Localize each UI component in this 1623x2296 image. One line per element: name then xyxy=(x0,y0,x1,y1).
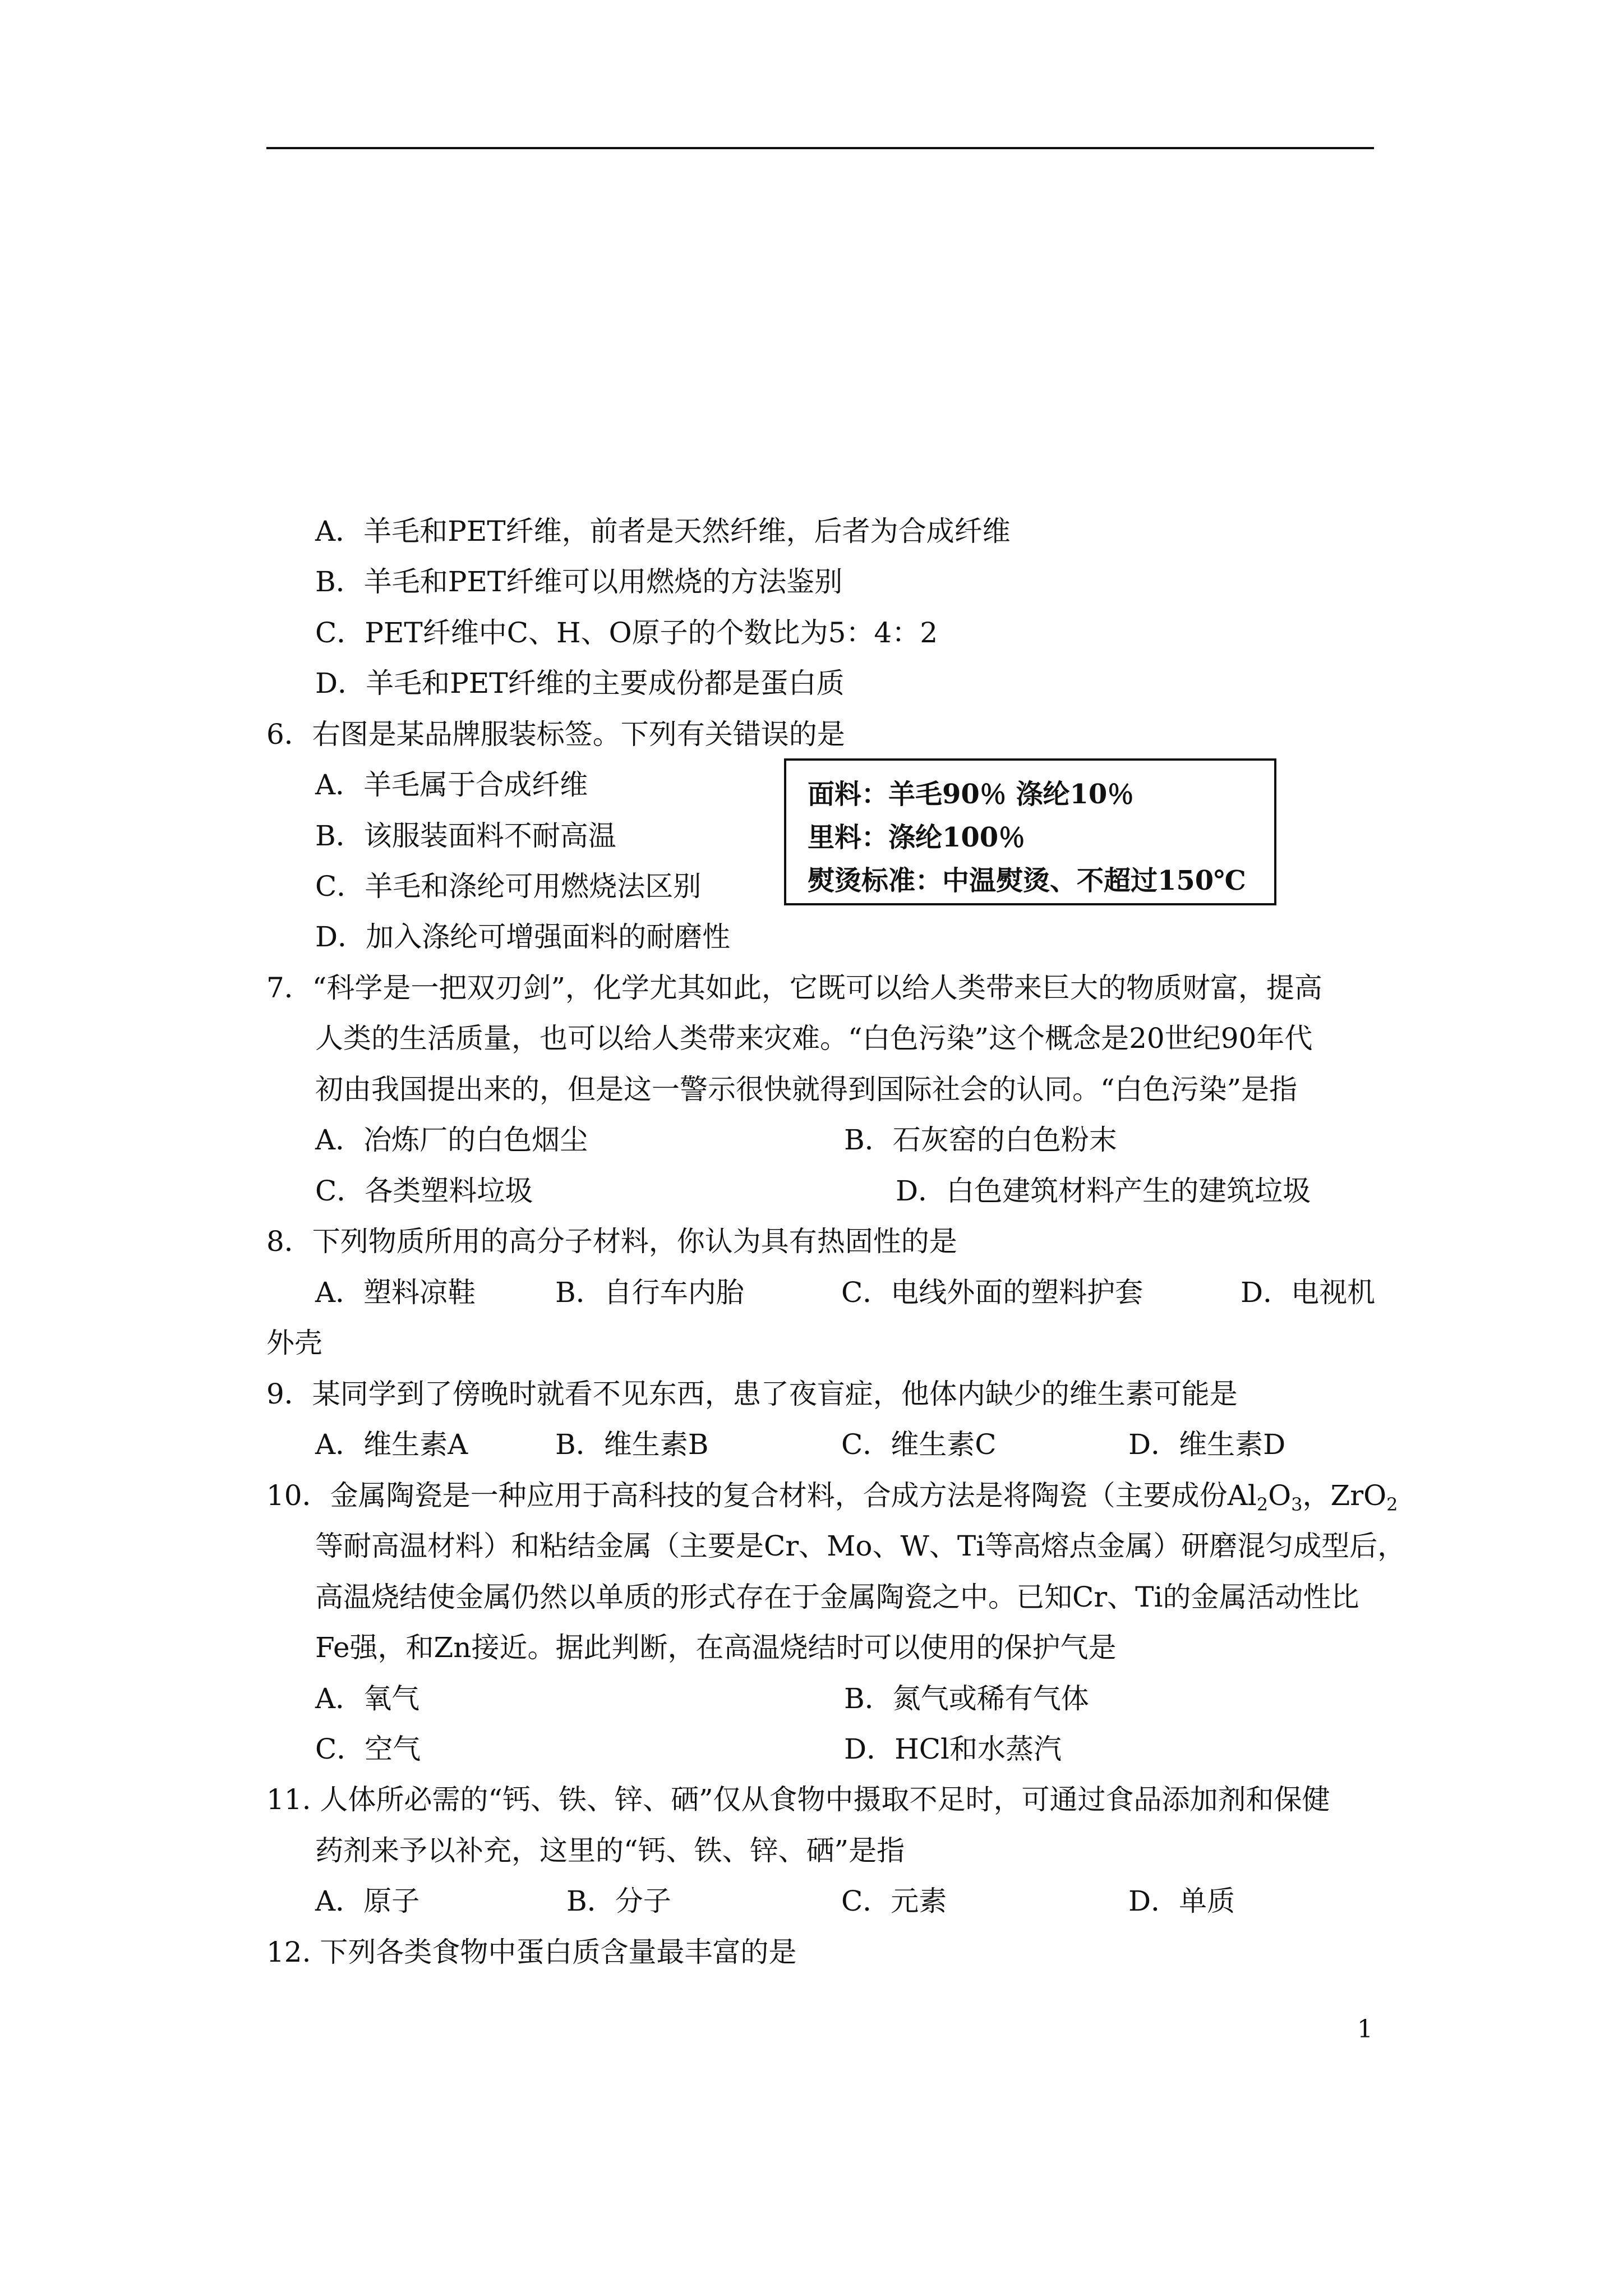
q7-option-a: A．冶炼厂的白色烟尘 xyxy=(315,1124,588,1156)
q10-stem-text-b: ，ZrO xyxy=(1302,1479,1387,1512)
q10-option-d: D．HCl和水蒸汽 xyxy=(844,1733,1062,1765)
q9-stem: 9．某同学到了傍晚时就看不见东西，患了夜盲症，他体内缺少的维生素可能是 xyxy=(266,1378,1238,1410)
q7-stem-line-3: 初由我国提出来的，但是这一警示很快就得到国际社会的认同。“白色污染”是指 xyxy=(315,1073,1298,1106)
q6-option-d: D．加入涤纶可增强面料的耐磨性 xyxy=(315,921,731,953)
clothing-label-box xyxy=(784,758,1276,905)
q9-option-b: B．维生素B xyxy=(555,1428,709,1461)
q11-option-d: D．单质 xyxy=(1128,1885,1235,1917)
q7-stem-line-2: 人类的生活质量，也可以给人类带来灾难。“白色污染”这个概念是20世纪90年代 xyxy=(315,1022,1313,1055)
q5-option-d: D．羊毛和PET纤维的主要成份都是蛋白质 xyxy=(315,667,845,700)
label-fabric: 面料：羊毛90％ 涤纶10％ xyxy=(808,779,1135,810)
q9-option-c: C．维生素C xyxy=(841,1428,997,1461)
q6-option-a: A．羊毛属于合成纤维 xyxy=(315,769,588,801)
header-rule xyxy=(266,147,1374,149)
q10-stem-line-1 xyxy=(266,1479,1398,1521)
q10-subscript-2b: 2 xyxy=(1386,1494,1398,1515)
q9-option-d: D．维生素D xyxy=(1128,1428,1286,1461)
q10-option-a: A．氧气 xyxy=(315,1682,420,1715)
q9-option-a: A．维生素A xyxy=(315,1428,468,1461)
q10-stem-line-4: Fe强，和Zn接近。据此判断，在高温烧结时可以使用的保护气是 xyxy=(315,1631,1117,1664)
q8-option-b: B．自行车内胎 xyxy=(555,1276,744,1309)
q10-oxygen-symbol: O xyxy=(1268,1479,1292,1512)
label-ironing: 熨烫标准：中温熨烫、不超过150℃ xyxy=(808,865,1246,896)
q5-option-b: B．羊毛和PET纤维可以用燃烧的方法鉴别 xyxy=(315,565,843,598)
q10-subscript-3: 3 xyxy=(1291,1494,1303,1515)
q11-option-c: C．元素 xyxy=(841,1885,947,1917)
q10-stem-line-2: 等耐高温材料）和粘结金属（主要是Cr、Mo、W、Ti等高熔点金属）研磨混匀成型后， xyxy=(315,1530,1406,1562)
q11-stem-line-1: 11. 人体所必需的“钙、铁、锌、硒”仅从食物中摄取不足时，可通过食品添加剂和保健 xyxy=(266,1783,1330,1816)
q8-option-d: D．电视机 xyxy=(1241,1276,1376,1309)
q7-option-b: B．石灰窑的白色粉末 xyxy=(844,1124,1117,1156)
q10-stem-text-a: 10．金属陶瓷是一种应用于高科技的复合材料，合成方法是将陶瓷（主要成份Al xyxy=(266,1479,1257,1512)
q5-option-a: A．羊毛和PET纤维，前者是天然纤维，后者为合成纤维 xyxy=(315,515,1011,547)
q10-stem-line-3: 高温烧结使金属仍然以单质的形式存在于金属陶瓷之中。已知Cr、Ti的金属活动性比 xyxy=(315,1581,1359,1613)
q6-stem: 6．右图是某品牌服装标签。下列有关错误的是 xyxy=(266,718,845,751)
q6-option-c: C．羊毛和涤纶可用燃烧法区别 xyxy=(315,870,702,903)
q6-option-b: B．该服装面料不耐高温 xyxy=(315,820,616,852)
q10-option-c: C．空气 xyxy=(315,1733,421,1765)
q7-option-d: D．白色建筑材料产生的建筑垃圾 xyxy=(896,1175,1311,1207)
label-lining: 里料：涤纶100％ xyxy=(808,822,1026,853)
q11-option-b: B．分子 xyxy=(566,1885,671,1917)
page-number: 1 xyxy=(1357,2015,1373,2044)
q11-option-a: A．原子 xyxy=(315,1885,420,1917)
q7-stem-line-1: 7．“科学是一把双刃剑”，化学尤其如此，它既可以给人类带来巨大的物质财富，提高 xyxy=(266,972,1322,1004)
q11-stem-line-2: 药剂来予以补充，这里的“钙、铁、锌、硒”是指 xyxy=(315,1834,905,1867)
q8-option-d-continued: 外壳 xyxy=(266,1327,322,1359)
q5-option-c: C．PET纤维中C、H、O原子的个数比为5：4：2 xyxy=(315,616,938,649)
q10-subscript-2a: 2 xyxy=(1256,1494,1269,1515)
q12-stem: 12. 下列各类食物中蛋白质含量最丰富的是 xyxy=(266,1936,797,1968)
q8-option-a: A．塑料凉鞋 xyxy=(315,1276,476,1309)
q8-stem: 8．下列物质所用的高分子材料，你认为具有热固性的是 xyxy=(266,1225,957,1258)
q7-option-c: C．各类塑料垃圾 xyxy=(315,1175,533,1207)
q10-option-b: B．氮气或稀有气体 xyxy=(844,1682,1089,1715)
q8-option-c: C．电线外面的塑料护套 xyxy=(841,1276,1144,1309)
